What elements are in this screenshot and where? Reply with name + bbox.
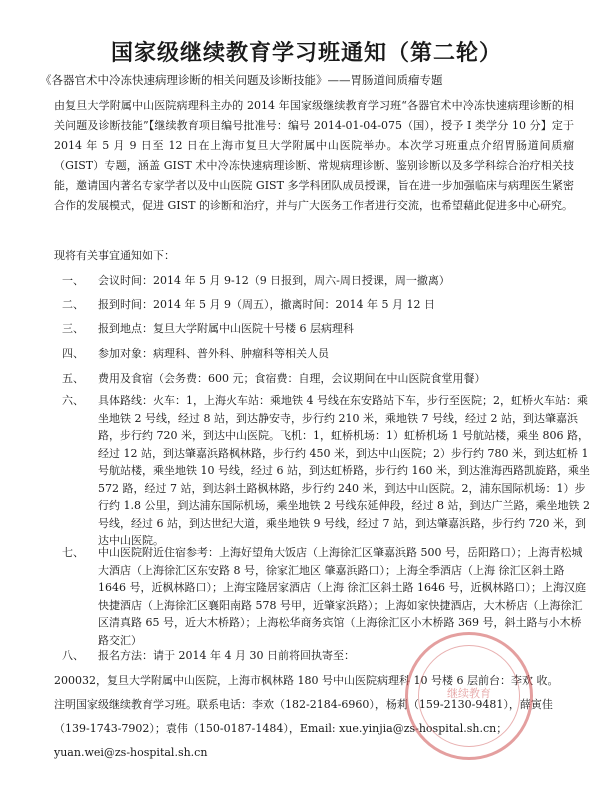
- item-registration-time: [62, 296, 592, 314]
- item-text: 费用及食宿（会务费：600 元；食宿费：自理，会议期间在中山医院食堂用餐）: [98, 372, 486, 385]
- item-text: 中山医院附近住宿参考：上海好望角大饭店（上海徐汇区肇嘉浜路 500 号，岳阳路口）；上海青松城大酒店（上海徐汇区东安路 8 号，徐家汇地区 肇嘉浜路口）；上海全季酒店（上海 徐汇区斜土路 1646 号，近枫林路口）；上海宝隆居家酒店（上海 徐汇区斜土路 1646 号，近枫林路口）；上海汉庭快捷酒店（上海徐汇区襄阳南路 578 号甲，近肇家浜路）；上海如家快捷酒店，大木桥店（上海徐汇区清真路 65 号，近大木桥路）；上海松华商务宾馆（上海徐汇区小木桥路 369 号，斜土路与小木桥路交汇）: [98, 546, 586, 647]
- document-title: 国家级继续教育学习班通知（第二轮）: [110, 41, 502, 66]
- item-participants: [62, 345, 592, 363]
- item-fees: [62, 370, 592, 388]
- item-accommodation: [62, 544, 592, 649]
- item-number: 七、: [62, 546, 84, 559]
- item-routes: [62, 392, 592, 550]
- item-text: 报名方法：请于 2014 年 4 月 30 日前将回执寄至：: [98, 649, 355, 662]
- item-number: 六、: [62, 394, 84, 407]
- official-seal-stamp: [405, 632, 533, 760]
- contact-phones: 注明国家级继续教育学习班。联系电话：李欢（182-2184-6960），杨莉（159-2130-9481），薛寅佳: [54, 698, 553, 711]
- item-text: 报到时间：2014 年 5 月 9（周五），撤离时间：2014 年 5 月 12 日: [98, 298, 435, 311]
- document-subtitle: 《各器官术中冷冻快速病理诊断的相关问题及诊断技能》——胃肠道间质瘤专题: [40, 73, 443, 87]
- item-number: 二、: [62, 298, 84, 311]
- item-number: 五、: [62, 372, 84, 385]
- seal-text: 继续教育: [447, 687, 491, 700]
- item-number: 八、: [62, 649, 84, 662]
- item-number: 三、: [62, 322, 84, 335]
- contact-emails: （139-1743-7902）；袁伟（150-0187-1484），Email: xue.yinjia@zs-hospital.sh.cn；: [54, 722, 508, 735]
- intro-paragraph: 由复旦大学附属中山医院病理科主办的 2014 年国家级继续教育学习班“各器官术中冷冻快速病理诊断的相关问题及诊断技能”【继续教育项目编号批准号：编号 2014-01-04-075（国），授予 I 类学分 10 分】定于 2014 年 5 月 9 日至 12 日在上海市复旦大学附属中山医院举办。本次学习班重点介绍胃肠道间质瘤（GIST）专题，涵盖 GIST 术中冷冻快速病理诊断、常规病理诊断、鉴别诊断以及多学科综合治疗相关技能，邀请国内著名专家学者以及中山医院 GIST 多学科团队成员授课，旨在进一步加强临床与病理医生紧密合作的发展模式，促进 GIST 的诊断和治疗，并与广大医务工作者进行交流，也希望藉此促进多中心研究。: [54, 99, 574, 212]
- item-text: 报到地点：复旦大学附属中山医院十号楼 6 层病理科: [98, 322, 354, 335]
- item-text: 具体路线：火车：1，上海火车站：乘地铁 4 号线在东安路站下车，步行至医院；2，虹桥火车站：乘坐地铁 2 号线，经过 8 站，到达静安寺，步行约 210 米，乘地铁 7 号线，经过 2 站，到达肇嘉浜路，步行约 720 米，到达中山医院。飞机：1，虹桥机场：1）虹桥机场 1 号航站楼，乘坐 806 路，经过 12 站，到达肇嘉浜路枫林路，步行约 450 米，到达中山医院；2）步行约 780 米，到达虹桥 1 号航站楼，乘坐地铁 10 号线，经过 6 站，到达虹桥路，步行约 160 米，到达淮海西路凯旋路，乘坐 572 路，经过 7 站，到达斜土路枫林路，步行约 240 米，到达中山医院。2，浦东国际机场：1）步行约 1.8 公里，到达浦东国际机场，乘坐地铁 2 号线东延伸段，经过 8 站，到达广兰路，乘坐地铁 2 号线，经过 6 站，到达世纪大道，乘坐地铁 9 号线，经过 7 站，到达肇嘉浜路，步行约 720 米，到达中山医院。: [98, 394, 590, 547]
- item-text: 会议时间：2014 年 5 月 9-12（9 日报到，周六-周日授课，周一撤离）: [98, 274, 450, 287]
- mailing-address: 200032，复旦大学附属中山医院，上海市枫林路 180 号中山医院病理科 10 号楼 6 层前台：李欢 收。: [54, 674, 559, 687]
- item-registration-place: [62, 320, 592, 338]
- item-meeting-time: [62, 272, 592, 290]
- item-number: 一、: [62, 274, 84, 287]
- contact-email-extra: yuan.wei@zs-hospital.sh.cn: [54, 746, 208, 759]
- item-number: 四、: [62, 347, 84, 360]
- notice-line: 现将有关事宜通知如下：: [54, 249, 175, 262]
- item-text: 参加对象：病理科、普外科、肿瘤科等相关人员: [98, 347, 329, 360]
